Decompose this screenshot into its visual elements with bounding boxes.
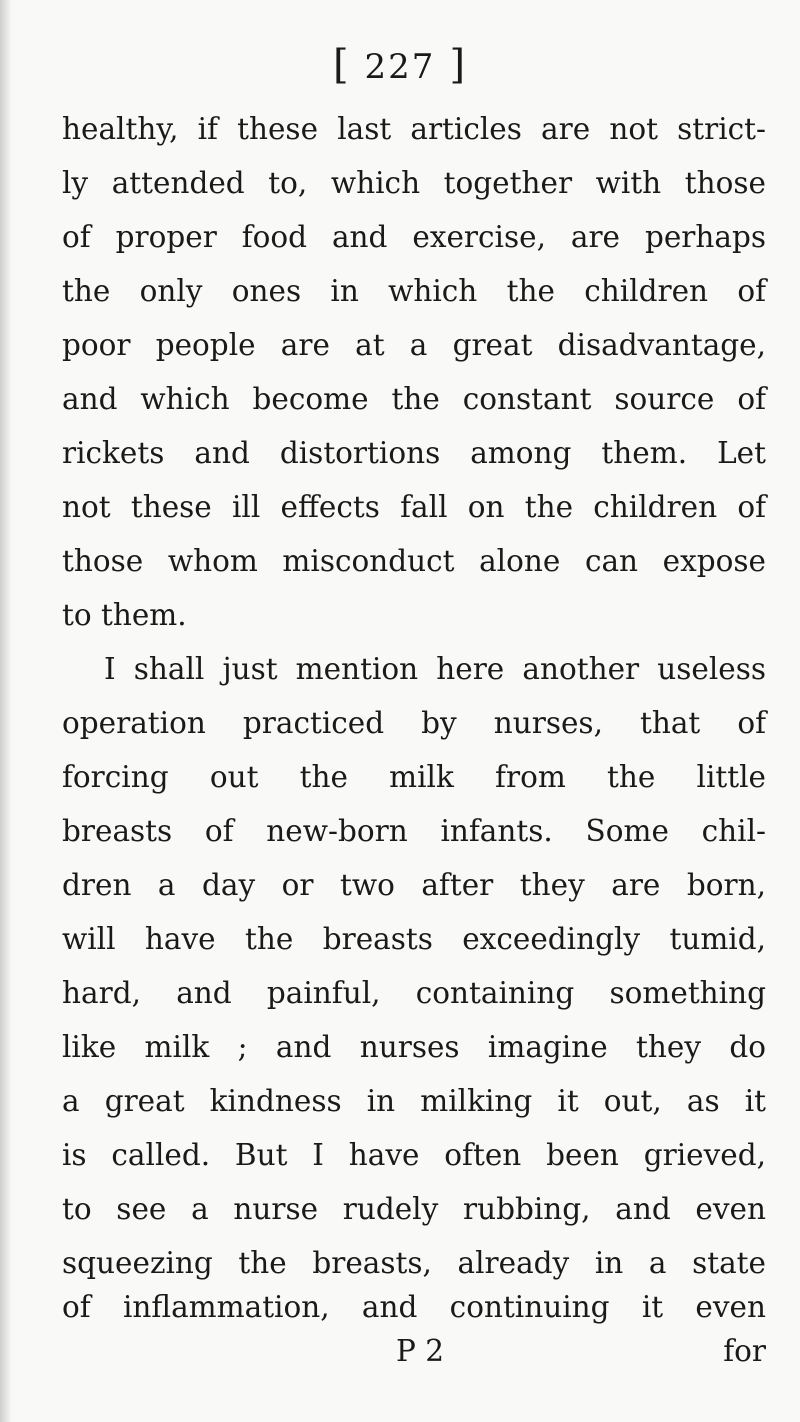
text-line: is called. But I have often been grieved, <box>62 1138 766 1172</box>
text-line: not these ill effects fall on the children of <box>62 490 766 524</box>
header-left-bracket: [ <box>332 42 351 88</box>
text-line: healthy, if these last articles are not strict- <box>62 112 766 146</box>
text-line: rickets and distortions among them. Let <box>62 436 766 470</box>
text-line: of proper food and exercise, are perhaps <box>62 220 766 254</box>
signature-mark: P 2 <box>396 1334 444 1368</box>
header-right-bracket: ] <box>449 42 468 88</box>
text-line: will have the breasts exceedingly tumid, <box>62 922 766 956</box>
page-header <box>0 42 800 88</box>
text-line: breasts of new-born infants. Some chil- <box>62 814 766 848</box>
text-line: forcing out the milk from the little <box>62 760 766 794</box>
text-line: like milk ; and nurses imagine they do <box>62 1030 766 1064</box>
text-line: the only ones in which the children of <box>62 274 766 308</box>
page-gutter-shadow <box>0 0 12 1422</box>
catchword: for <box>723 1334 766 1368</box>
text-line: a great kindness in milking it out, as it <box>62 1084 766 1118</box>
text-line: poor people are at a great disadvantage, <box>62 328 766 362</box>
text-line: those whom misconduct alone can expose <box>62 544 766 578</box>
text-line: of inflammation, and continuing it even <box>62 1290 766 1324</box>
text-line: and which become the constant source of <box>62 382 766 416</box>
text-line: squeezing the breasts, already in a state <box>62 1246 766 1280</box>
page-number: 227 <box>364 47 436 87</box>
paragraph-first-line: I shall just mention here another useless <box>104 652 766 686</box>
text-line: operation practiced by nurses, that of <box>62 706 766 740</box>
text-line: dren a day or two after they are born, <box>62 868 766 902</box>
text-line: ly attended to, which together with those <box>62 166 766 200</box>
text-line: hard, and painful, containing something <box>62 976 766 1010</box>
text-line: to see a nurse rudely rubbing, and even <box>62 1192 766 1226</box>
text-line: to them. <box>62 598 187 632</box>
